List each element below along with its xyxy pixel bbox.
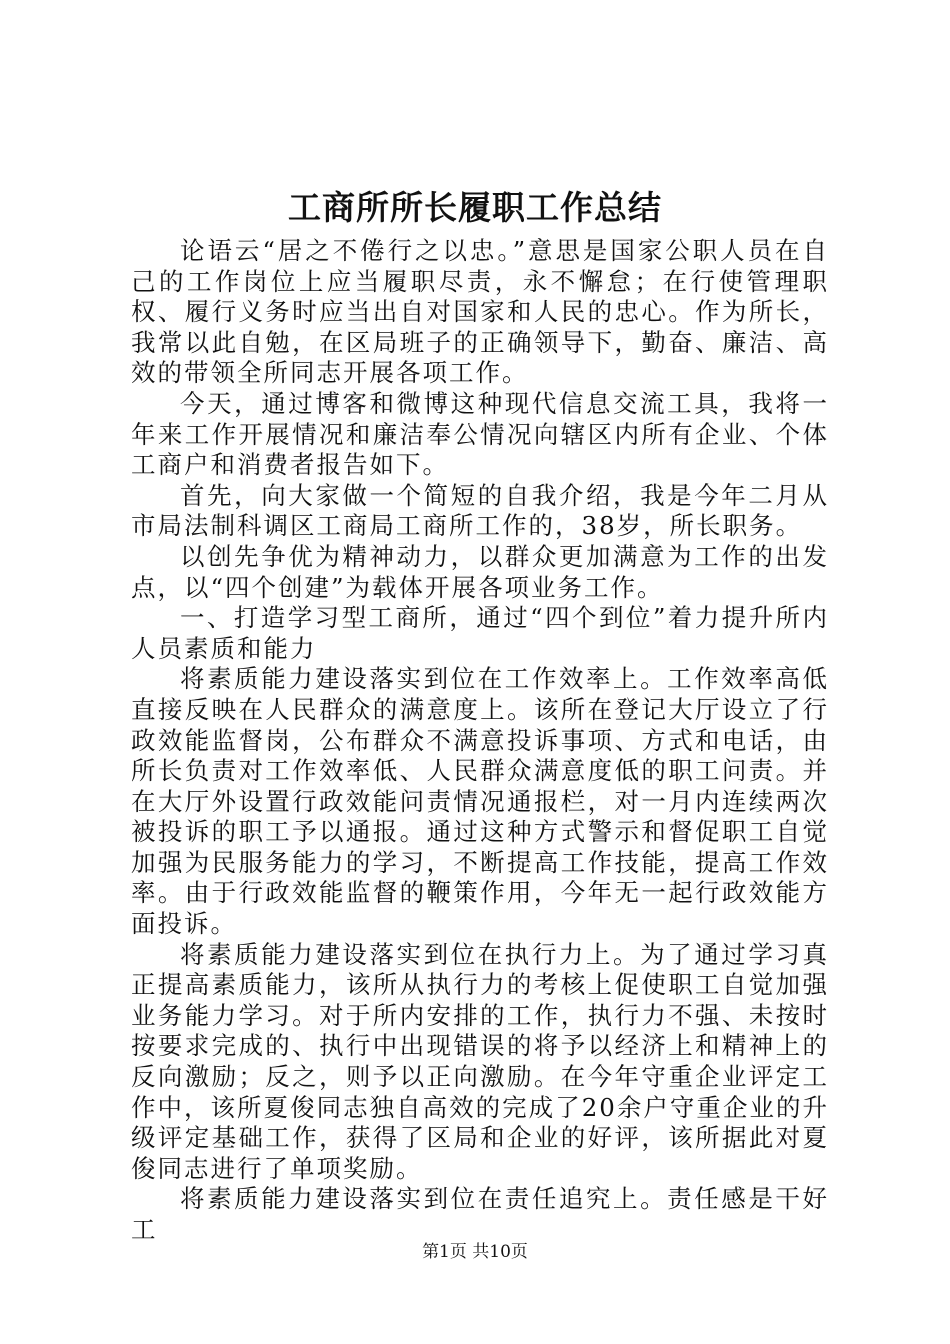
paragraph: 将素质能力建设落实到位在执行力上。为了通过学习真正提高素质能力，该所从执行力的考核上促使职工自觉加强业务能力学习。对于所内安排的工作，执行力不强、未按时按要求完成的、执行中出现错误的将予以经济上和精神上的反向激励；反之，则予以正向激励。在今年守重企业评定工作中，该所夏俊同志独自高效的完成了20余户守重企业的升级评定基础工作，获得了区局和企业的好评，该所据此对夏俊同志进行了单项奖励。 [131, 939, 829, 1183]
paragraph: 将素质能力建设落实到位在责任追究上。责任感是干好工 [131, 1184, 829, 1244]
page-number-footer: 第1页 共10页 [422, 1242, 528, 1262]
paragraph: 今天，通过博客和微博这种现代信息交流工具，我将一年来工作开展情况和廉洁奉公情况向辖区内所有企业、个体工商户和消费者报告如下。 [131, 388, 829, 480]
document-body [131, 236, 829, 1246]
paragraph: 以创先争优为精神动力，以群众更加满意为工作的出发点，以“四个创建”为载体开展各项业务工作。 [131, 541, 829, 602]
paragraph: 论语云“居之不倦行之以忠。”意思是国家公职人员在自己的工作岗位上应当履职尽责，永不懈怠；在行使管理职权、履行义务时应当出自对国家和人民的忠心。作为所长，我常以此自勉，在区局班子的正确领导下，勤奋、廉洁、高效的带领全所同志开展各项工作。 [131, 236, 829, 388]
paragraph: 将素质能力建设落实到位在工作效率上。工作效率高低直接反映在人民群众的满意度上。该所在登记大厅设立了行政效能监督岗，公布群众不满意投诉事项、方式和电话，由所长负责对工作效率低、人民群众满意度低的职工问责。并在大厅外设置行政效能问责情况通报栏，对一月内连续两次被投诉的职工予以通报。通过这种方式警示和督促职工自觉加强为民服务能力的学习，不断提高工作技能，提高工作效率。由于行政效能监督的鞭策作用，今年无一起行政效能方面投诉。 [131, 664, 829, 939]
section-heading: 一、打造学习型工商所，通过“四个到位”着力提升所内人员素质和能力 [131, 603, 829, 663]
document-title: 工商所所长履职工作总结 [288, 188, 662, 227]
paragraph: 首先，向大家做一个简短的自我介绍，我是今年二月从市局法制科调区工商局工商所工作的，38岁，所长职务。 [131, 480, 829, 541]
